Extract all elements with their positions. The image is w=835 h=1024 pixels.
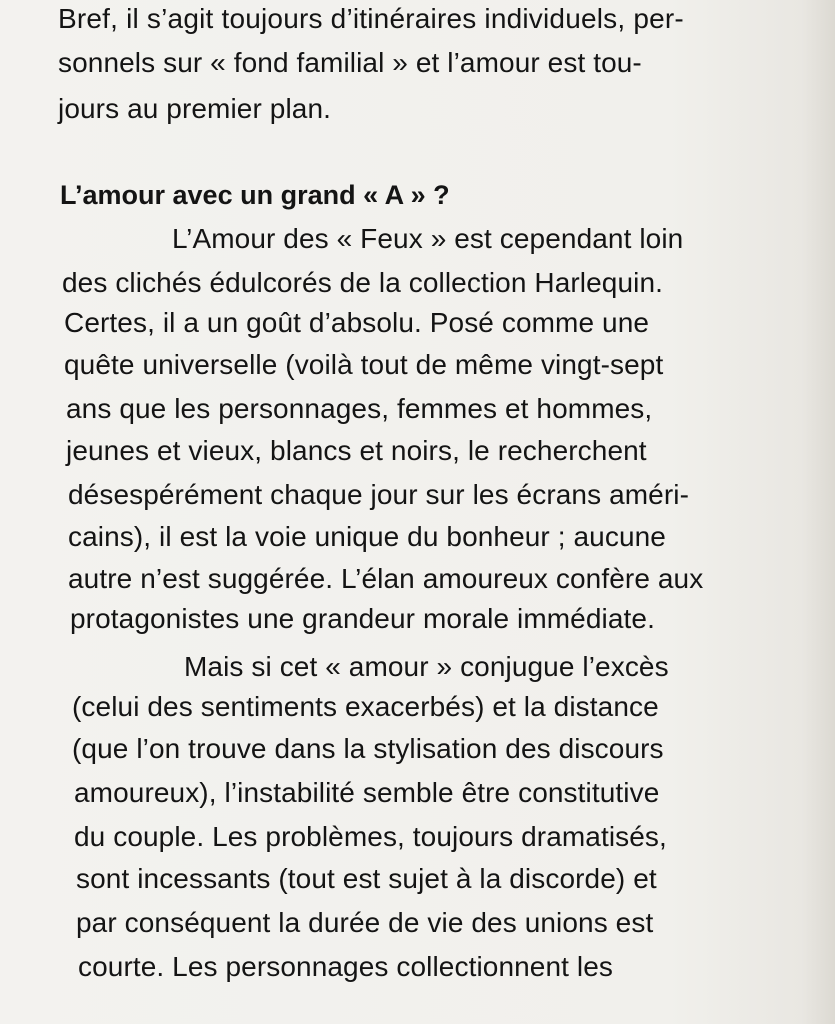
text-line: jours au premier plan.: [58, 93, 331, 124]
text-line: quête universelle (voilà tout de même vingt-sept: [64, 349, 664, 380]
text-line: L’Amour des « Feux » est cependant loin: [172, 223, 684, 254]
text-line: (celui des sentiments exacerbés) et la distance: [72, 691, 659, 722]
text-line: sont incessants (tout est sujet à la discorde) et: [76, 863, 657, 894]
text-line: sonnels sur « fond familial » et l’amour est tou-: [58, 47, 642, 78]
text-line: du couple. Les problèmes, toujours dramatisés,: [74, 821, 667, 852]
text-line: ans que les personnages, femmes et hommes,: [66, 393, 653, 424]
text-line: des clichés édulcorés de la collection Harlequin.: [62, 267, 664, 298]
text-line: (que l’on trouve dans la stylisation des discours: [72, 733, 664, 764]
text-line: par conséquent la durée de vie des unions est: [76, 907, 654, 938]
text-line: protagonistes une grandeur morale immédiate.: [70, 603, 655, 634]
text-line: cains), il est la voie unique du bonheur ; aucune: [68, 521, 666, 552]
text-line: amoureux), l’instabilité semble être constitutive: [74, 777, 660, 808]
text-line: courte. Les personnages collectionnent les: [78, 951, 613, 982]
section-heading: L’amour avec un grand « A » ?: [60, 180, 450, 210]
text-line: autre n’est suggérée. L’élan amoureux confère aux: [68, 563, 704, 594]
text-line: jeunes et vieux, blancs et noirs, le recherchent: [66, 435, 647, 466]
text-line: Certes, il a un goût d’absolu. Posé comme une: [64, 307, 650, 338]
text-line: Bref, il s’agit toujours d’itinéraires individuels, per-: [58, 3, 684, 34]
text-line: Mais si cet « amour » conjugue l’excès: [184, 651, 669, 682]
text-line: désespérément chaque jour sur les écrans améri-: [68, 479, 690, 510]
